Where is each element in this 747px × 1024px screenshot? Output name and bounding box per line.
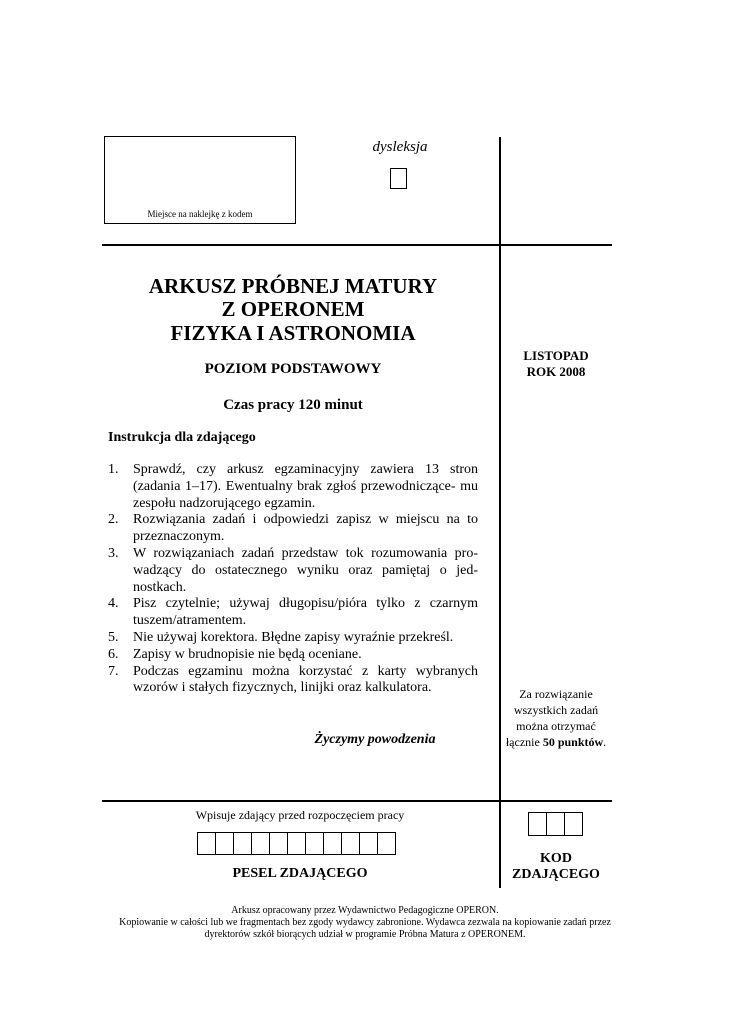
pesel-digit-box[interactable] [323,832,342,855]
pesel-digit-box[interactable] [287,832,306,855]
instruction-text: Podczas egzaminu można korzystać z karty wybranych wzorów i stałych fizycznych, linijki oraz kalkulatora. [133,663,478,696]
pesel-digit-box[interactable] [233,832,252,855]
pesel-digit-box[interactable] [197,832,216,855]
instruction-text: W rozwiązaniach zadań przedstaw tok rozumowania pro- wadzący do ostatecznego wyniku oraz pamiętaj o jed- nostkach. [133,545,478,595]
kod-digit-box[interactable] [546,812,565,836]
wish-text: Życzymy powodzenia [314,732,436,747]
pesel-digit-box[interactable] [377,832,396,855]
points-line-4 [502,734,610,750]
pesel-digit-box[interactable] [305,832,324,855]
instruction-number: 6. [108,646,119,662]
kod-digit-box[interactable] [564,812,583,836]
points-suffix: . [603,735,607,749]
instruction-item [108,596,478,630]
dyslexia-checkbox[interactable] [390,168,407,189]
date-year: ROK 2008 [526,364,586,379]
pesel-digit-box[interactable] [359,832,378,855]
kod-label [502,851,610,883]
points-value: 50 punktów [542,735,604,749]
level-label: POZIOM PODSTAWOWY [204,361,382,377]
pesel-digit-box[interactable] [269,832,288,855]
pesel-digit-box[interactable] [341,832,360,855]
instruction-number: 1. [108,462,119,477]
kod-digit-box[interactable] [528,812,547,836]
points-info [502,686,610,750]
instruction-text: Rozwiązania zadań i odpowiedzi zapisz w miejscu na to przeznaczonym. [133,512,478,545]
pesel-fill-label: Wpisuje zdający przed rozpoczęciem pracy [195,808,405,822]
pesel-label: PESEL ZDAJĄCEGO [232,866,368,881]
top-divider [102,244,612,246]
sticker-area [104,136,296,224]
title-line-2: Z OPERONEM [221,297,365,321]
dyslexia-label: dysleksja [372,139,428,155]
instruction-item [108,462,478,512]
instruction-text: Zapisy w brudnopisie nie będą oceniane. [133,646,362,662]
instructions-list [108,462,478,697]
footer-line-2: Kopiowanie w całości lub we fragmentach bez zgody wydawcy zabronione. Wydawca zezwala na kopiowanie zadań przez [119,917,611,928]
footer [100,905,630,941]
pesel-digit-box[interactable] [215,832,234,855]
time-label: Czas pracy 120 minut [223,397,363,413]
instructions-heading: Instrukcja dla zdającego [108,430,256,445]
instruction-text: Sprawdź, czy arkusz egzaminacyjny zawiera 13 stron (zadania 1–17). Ewentualny brak zgłoś przewodniczące- mu zespołu nadzorującego egzamin. [133,462,478,511]
points-line-2: wszystkich zadań [513,703,599,717]
date-month: LISTOPAD [523,348,589,363]
instruction-item [108,647,478,664]
bottom-divider [102,800,612,802]
vertical-divider [499,137,501,888]
kod-label-line-2: ZDAJĄCEGO [512,867,600,882]
instruction-number: 2. [108,512,119,528]
footer-line-1: Arkusz opracowany przez Wydawnictwo Pedagogiczne OPERON. [231,905,499,916]
sticker-label: Miejsce na naklejkę z kodem [147,209,253,219]
kod-label-line-1: KOD [540,851,572,866]
instruction-item [108,512,478,546]
instruction-number: 5. [108,629,119,645]
instruction-item [108,546,478,596]
instruction-item [108,664,478,698]
instruction-number: 4. [108,596,119,612]
instruction-number: 3. [108,545,119,561]
title-line-1: ARKUSZ PRÓBNEJ MATURY [148,274,438,298]
points-line-3: można otrzymać [516,719,596,733]
footer-line-3: dyrektorów szkół biorących udział w programie Próbna Matura z OPERONEM. [204,929,526,940]
instruction-item [108,630,478,647]
instruction-text: Nie używaj korektora. Błędne zapisy wyraźnie przekreśl. [133,629,454,645]
pesel-boxes [197,832,396,855]
instruction-number: 7. [108,663,119,679]
kod-boxes [528,812,583,836]
pesel-digit-box[interactable] [251,832,270,855]
title-line-3: FIZYKA I ASTRONOMIA [170,321,416,345]
points-prefix: łącznie [505,735,540,749]
points-line-1: Za rozwiązanie [519,687,593,701]
instruction-text: Pisz czytelnie; używaj długopisu/pióra tylko z czarnym tuszem/atramentem. [133,596,478,629]
